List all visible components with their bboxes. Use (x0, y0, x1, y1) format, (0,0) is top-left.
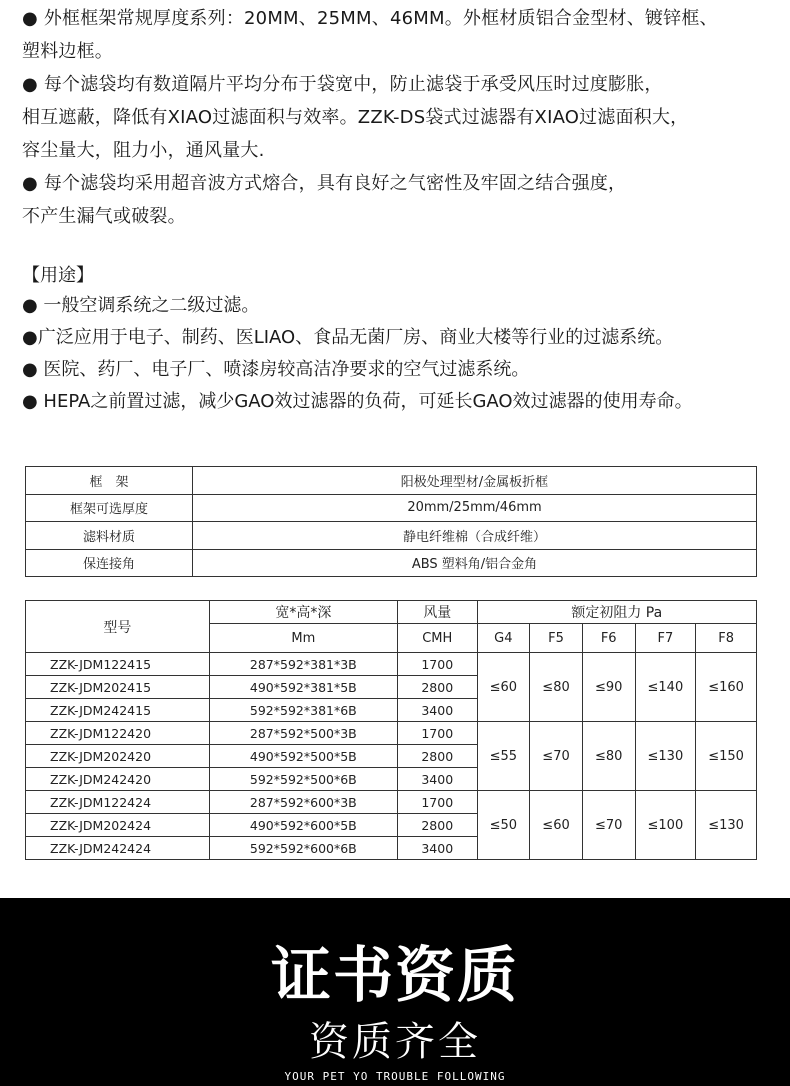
feature-line: ● 每个滤袋均采用超音波方式熔合，具有良好之气密性及牢固之结合强度， (22, 173, 627, 194)
feature-line: 容尘量大，阻力小，通风量大. (22, 140, 265, 161)
features-text (22, 2, 784, 233)
header-flow: 风量 (397, 601, 477, 624)
cell-resistance: ≤80 (582, 722, 635, 791)
cell-flow: 2800 (397, 676, 477, 699)
usage-item: ● 一般空调系统之二级过滤。 (22, 295, 260, 316)
header-model: 型号 (26, 601, 210, 653)
cell-resistance: ≤70 (582, 791, 635, 860)
cell-flow: 2800 (397, 745, 477, 768)
cell-flow: 1700 (397, 722, 477, 745)
header-grade: F7 (635, 624, 696, 653)
cell-resistance: ≤130 (696, 791, 757, 860)
cell-dims: 592*592*500*6B (209, 768, 397, 791)
spec-value: 静电纤维棉（合成纤维） (193, 522, 757, 550)
cell-model: ZZK-JDM122420 (26, 722, 210, 745)
spec-value: 阳极处理型材/金属板折框 (193, 467, 757, 495)
model-table (25, 600, 757, 860)
cell-flow: 1700 (397, 791, 477, 814)
feature-line: 不产生漏气或破裂。 (22, 206, 186, 227)
usage-item: ●广泛应用于电子、制药、医LIAO、食品无菌厂房、商业大楼等行业的过滤系统。 (22, 327, 674, 348)
cell-model: ZZK-JDM122424 (26, 791, 210, 814)
cell-flow: 3400 (397, 837, 477, 860)
cell-model: ZZK-JDM122415 (26, 653, 210, 676)
table-row (26, 467, 757, 495)
cell-resistance: ≤140 (635, 653, 696, 722)
usage-item: ● 医院、药厂、电子厂、喷漆房较高洁净要求的空气过滤系统。 (22, 359, 530, 380)
spec-key: 框 架 (26, 467, 193, 495)
usage-heading: 【用途】 (22, 265, 94, 286)
cell-resistance: ≤60 (530, 791, 583, 860)
cell-dims: 490*592*381*5B (209, 676, 397, 699)
table-row (26, 653, 757, 676)
header-dims-unit: Mm (209, 624, 397, 653)
cell-flow: 3400 (397, 699, 477, 722)
cell-model: ZZK-JDM242424 (26, 837, 210, 860)
banner-title: 证书资质 (271, 941, 519, 1011)
cell-resistance: ≤60 (477, 653, 530, 722)
header-grade: F5 (530, 624, 583, 653)
header-flow-unit: CMH (397, 624, 477, 653)
cell-flow: 3400 (397, 768, 477, 791)
header-grade: G4 (477, 624, 530, 653)
cell-flow: 2800 (397, 814, 477, 837)
table-row (26, 549, 757, 577)
cell-model: ZZK-JDM202424 (26, 814, 210, 837)
cell-flow: 1700 (397, 653, 477, 676)
header-grade: F6 (582, 624, 635, 653)
cell-dims: 287*592*600*3B (209, 791, 397, 814)
table-header-row (26, 601, 757, 624)
feature-line: 相互遮蔽，降低有XIAO过滤面积与效率。ZZK-DS袋式过滤器有XIAO过滤面积大， (22, 107, 689, 128)
banner-subtitle: 资质齐全 (309, 1019, 481, 1065)
header-grade: F8 (696, 624, 757, 653)
cell-dims: 287*592*500*3B (209, 722, 397, 745)
cell-resistance: ≤130 (635, 722, 696, 791)
cell-model: ZZK-JDM202420 (26, 745, 210, 768)
feature-line: 塑料边框。 (22, 41, 113, 62)
cell-resistance: ≤55 (477, 722, 530, 791)
feature-line: ● 每个滤袋均有数道隔片平均分布于袋宽中，防止滤袋于承受风压时过度膨胀， (22, 74, 663, 95)
cell-resistance: ≤50 (477, 791, 530, 860)
cell-model: ZZK-JDM242415 (26, 699, 210, 722)
feature-line: ● 外框框架常规厚度系列：20MM、25MM、46MM。外框材质铝合金型材、镀锌框、 (22, 8, 718, 29)
certificate-banner (0, 898, 790, 1086)
spec-table (25, 466, 757, 577)
table-row (26, 522, 757, 550)
usage-list (22, 290, 693, 418)
cell-model: ZZK-JDM242420 (26, 768, 210, 791)
cell-dims: 287*592*381*3B (209, 653, 397, 676)
table-row (26, 791, 757, 814)
cell-resistance: ≤70 (530, 722, 583, 791)
cell-dims: 592*592*600*6B (209, 837, 397, 860)
table-row (26, 722, 757, 745)
spec-value: 20mm/25mm/46mm (193, 494, 757, 522)
usage-item: ● HEPA之前置过滤，减少GAO效过滤器的负荷，可延长GAO效过滤器的使用寿命。 (22, 391, 693, 412)
header-resistance: 额定初阻力 Pa (477, 601, 756, 624)
banner-english: YOUR PET YO TROUBLE FOLLOWING (284, 1070, 506, 1083)
cell-resistance: ≤80 (530, 653, 583, 722)
spec-key: 滤料材质 (26, 522, 193, 550)
cell-dims: 592*592*381*6B (209, 699, 397, 722)
cell-model: ZZK-JDM202415 (26, 676, 210, 699)
header-dims: 宽*高*深 (209, 601, 397, 624)
cell-resistance: ≤100 (635, 791, 696, 860)
cell-resistance: ≤90 (582, 653, 635, 722)
table-row (26, 494, 757, 522)
spec-key: 框架可选厚度 (26, 494, 193, 522)
cell-resistance: ≤160 (696, 653, 757, 722)
spec-key: 保连接角 (26, 549, 193, 577)
cell-dims: 490*592*500*5B (209, 745, 397, 768)
cell-dims: 490*592*600*5B (209, 814, 397, 837)
cell-resistance: ≤150 (696, 722, 757, 791)
spec-value: ABS 塑料角/铝合金角 (193, 549, 757, 577)
